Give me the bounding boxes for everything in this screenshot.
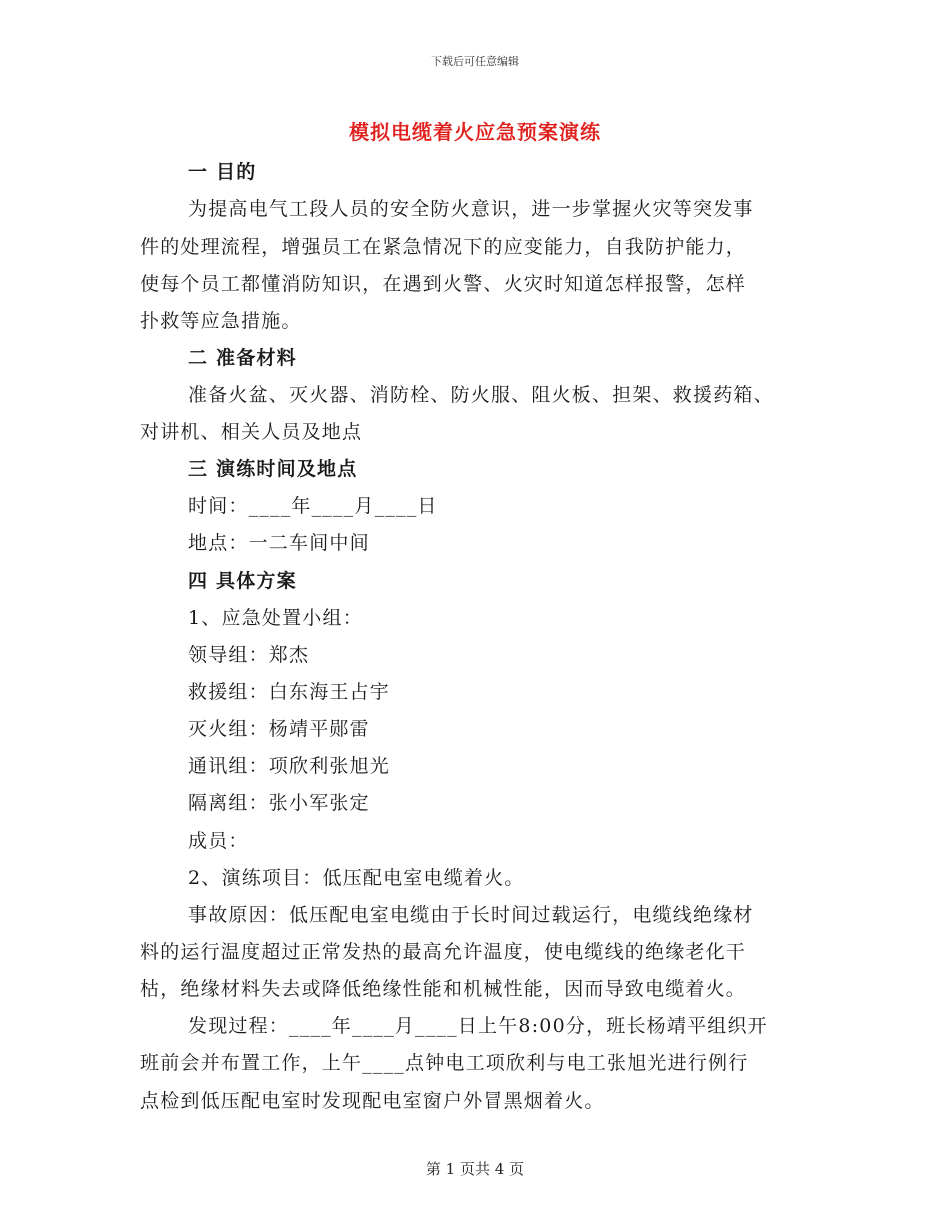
section-heading-purpose: 一 目的 [188, 161, 257, 183]
list-item: 隔离组：张小军张定 [188, 792, 370, 814]
list-item: 灭火组：杨靖平郧雷 [188, 718, 370, 740]
paragraph-line: 准备火盆、灭火器、消防栓、防火服、阻火板、担架、救援药箱、 [188, 384, 774, 406]
list-item: 2、演练项目：低压配电室电缆着火。 [188, 867, 525, 889]
time-line: 时间：____年____月____日 [188, 495, 438, 517]
paragraph-line: 枯，绝缘材料失去或降低绝缘性能和机械性能，因而导致电缆着火。 [140, 978, 747, 1000]
section-heading-materials: 二 准备材料 [188, 347, 297, 369]
page-footer: 第 1 页共 4 页 [425, 1160, 525, 1178]
paragraph-line: 扑救等应急措施。 [140, 310, 302, 332]
list-item: 救援组：白东海王占宇 [188, 681, 391, 703]
place-line: 地点：一二车间中间 [188, 532, 370, 554]
paragraph-line: 班前会并布置工作，上午____点钟电工项欣利与电工张旭光进行例行 [140, 1052, 749, 1074]
section-heading-time-place: 三 演练时间及地点 [188, 458, 358, 480]
page-header: 下载后可任意编辑 [431, 55, 519, 68]
paragraph-line: 使每个员工都懂消防知识，在遇到火警、火灾时知道怎样报警，怎样 [140, 273, 747, 295]
paragraph-line: 对讲机、相关人员及地点 [140, 421, 363, 443]
paragraph-line: 件的处理流程，增强员工在紧急情况下的应变能力，自我防护能力， [140, 236, 747, 258]
list-item: 1、应急处置小组： [188, 607, 363, 629]
paragraph-line: 点检到低压配电室时发现配电室窗户外冒黑烟着火。 [140, 1090, 605, 1112]
list-item: 领导组：郑杰 [188, 644, 310, 666]
list-item: 通讯组：项欣利张旭光 [188, 755, 391, 777]
document-title: 模拟电缆着火应急预案演练 [349, 120, 601, 144]
paragraph-line: 料的运行温度超过正常发热的最高允许温度，使电缆线的绝缘老化干 [140, 941, 747, 963]
paragraph-line: 为提高电气工段人员的安全防火意识，进一步掌握火灾等突发事 [188, 198, 754, 220]
paragraph-line: 事故原因：低压配电室电缆由于长时间过载运行，电缆线绝缘材 [188, 904, 754, 926]
list-item: 成员： [188, 830, 249, 852]
paragraph-line: 发现过程：____年____月____日上午8:00分，班长杨靖平组织开 [188, 1015, 768, 1037]
section-heading-plan: 四 具体方案 [188, 570, 297, 592]
